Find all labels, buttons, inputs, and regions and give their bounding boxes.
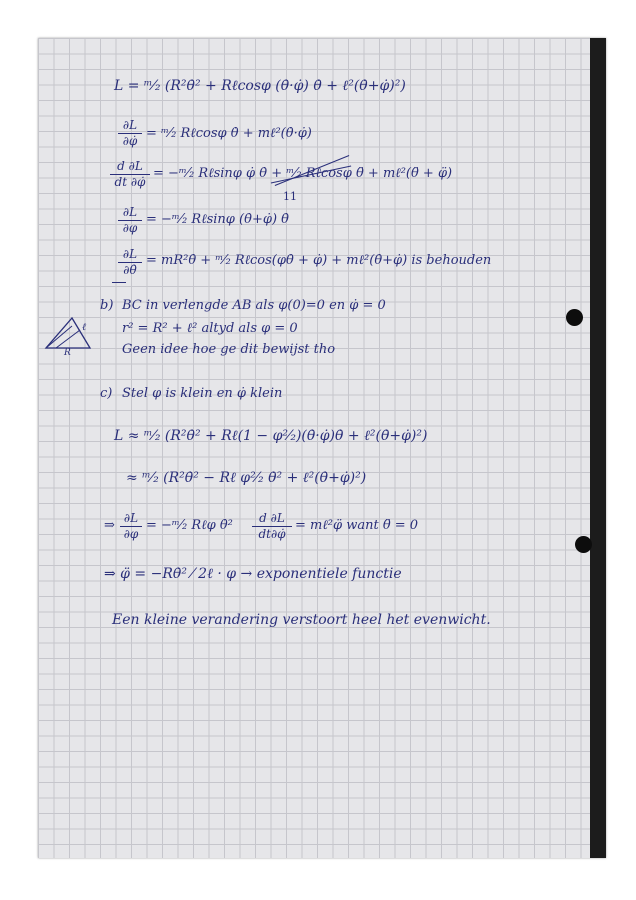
conclusion-line: Een kleine verandering verstoort heel het evenwicht. [112, 612, 491, 628]
equation-of-motion-line: ⇒ φ̈ = −Rθ̇² ⁄ 2ℓ · φ → exponentiele functie [104, 566, 402, 582]
underline-mark [112, 282, 126, 283]
part-c-line-1: Stel φ is klein en φ̇ klein [122, 386, 283, 401]
binder-hole [566, 309, 583, 326]
part-b-line-2: r² = R² + ℓ² altyd als φ = 0 [122, 321, 298, 336]
part-c-label: c) [100, 386, 113, 401]
dL-dphi-small-angle: = −ᵐ⁄₂ Rℓφ θ̇² [146, 518, 233, 533]
binder-hole [575, 536, 592, 553]
part-b-line-1: BC in verlengde AB als φ(0)=0 en φ̇ = 0 [122, 298, 386, 313]
time-derivative-fraction: d ∂L dt∂φ̇ [252, 512, 292, 541]
triangle-sketch [42, 308, 98, 356]
ddt-dL-small-angle: = mℓ²φ̈ want θ̈ = 0 [295, 518, 419, 533]
conserved-momentum-line: = mR²θ̇ + ᵐ⁄₂ Rℓcos(φθ̇ + φ̇) + mℓ²(θ̇+φ̇) is behouden [146, 253, 492, 268]
partial-derivative-fraction: ∂L ∂φ [120, 512, 142, 541]
dL-dphi-line: = −ᵐ⁄₂ Rℓsinφ (θ̇+φ̇) θ̇ [146, 212, 289, 227]
ddt-dL-dphidot-line: = −ᵐ⁄₂ Rℓsinφ φ̇ θ̇ + ᵐ⁄₂ Rℓcosφ θ̈ + mℓ²(θ̈ + φ̈) [153, 166, 453, 181]
sketch-label-r: R [64, 348, 71, 356]
small-angle-lagrangian: L ≈ ᵐ⁄₂ (R²θ̇² + Rℓ(1 − φ²⁄₂)(θ̇·φ̇)θ̇ + ℓ²(θ̇+φ̇)²) [114, 428, 428, 444]
sketch-label-ell: ℓ [82, 322, 87, 333]
equal-mark: 11 [283, 190, 297, 203]
part-b-line-3: Geen idee hoe ge dit bewijst tho [122, 342, 336, 357]
dL-dphidot-line: = ᵐ⁄₂ Rℓcosφ θ̇ + mℓ²(θ̇·φ̇) [146, 126, 312, 141]
page-dark-edge [590, 38, 606, 858]
time-derivative-fraction: d ∂L dt ∂φ̇ [110, 160, 150, 189]
lagrangian-line: L = ᵐ⁄₂ (R²θ̇² + Rℓcosφ (θ̇·φ̇) θ̇ + ℓ²(θ̇+φ̇)²) [114, 78, 406, 94]
implies-arrow: ⇒ [104, 518, 115, 533]
partial-derivative-fraction: ∂L ∂φ [118, 206, 142, 235]
partial-derivative-fraction: ∂L ∂θ̇ [118, 248, 142, 277]
small-angle-approximation: ≈ ᵐ⁄₂ (R²θ̇² − Rℓ φ²⁄₂ θ̇² + ℓ²(θ̇+φ̇)²) [126, 470, 367, 486]
part-b-label: b) [100, 298, 114, 313]
partial-derivative-fraction: ∂L ∂φ̇ [118, 119, 142, 148]
